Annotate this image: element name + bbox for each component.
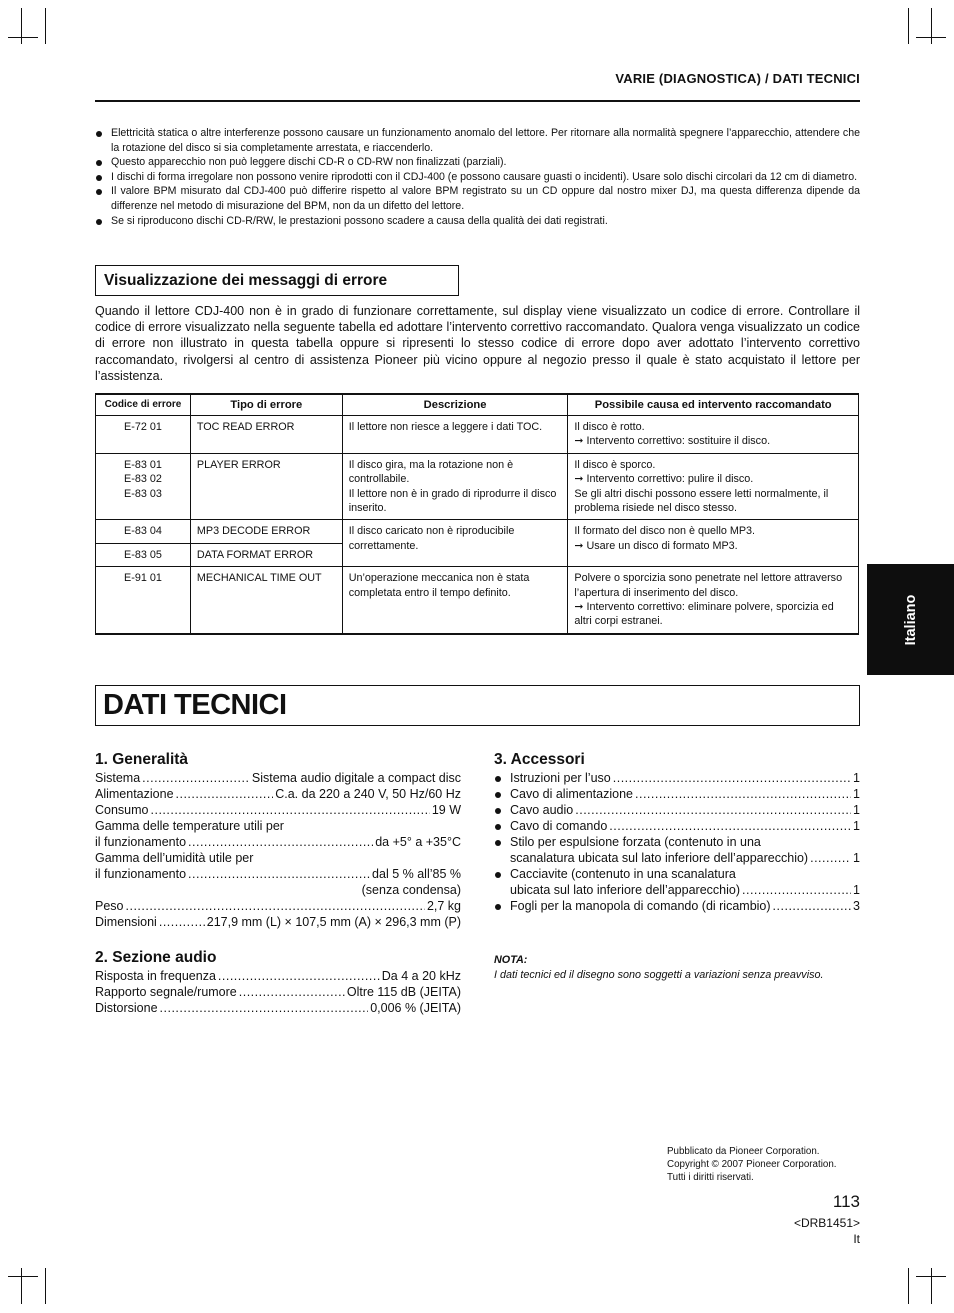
arrow-icon: ➞: [574, 601, 584, 614]
section-header-title: VARIE (DIAGNOSTICA) / DATI TECNICI: [615, 71, 860, 86]
error-code: E-83 01 E-83 02 E-83 03: [96, 453, 191, 520]
cause-text: Se gli altri dischi possono essere letti normalmente, il problema risiede nel disco stesso.: [574, 487, 829, 515]
spec-value: 0,006 % (JEITA): [370, 1001, 461, 1015]
accessory-item: [494, 770, 860, 786]
error-cause: [568, 567, 859, 634]
accessory-item: [494, 866, 860, 898]
leader-dots: [742, 882, 851, 898]
error-code: E-91 01: [96, 567, 191, 634]
error-type: TOC READ ERROR: [190, 416, 342, 454]
spec-value: Sistema audio digitale a compact disc: [251, 771, 461, 785]
copyright-line: Copyright © 2007 Pioneer Corporation.: [667, 1159, 837, 1171]
rights-line: Tutti i diritti riservati.: [667, 1172, 754, 1184]
spec-label: Distorsione: [95, 1001, 158, 1015]
specs-title: DATI TECNICI: [103, 689, 287, 721]
cause-text: Polvere o sporcizia sono penetrate nel lettore attraverso l’apertura di inserimento del disco.: [574, 572, 843, 599]
note-item: Il valore BPM misurato dal CDJ-400 può differire rispetto al valore BPM registrato su un CD oppure dal nostro mixer DJ, ma questa differenza dipende da differenze nel metodo di misurazione del BPM, non da un difetto del lettore.: [95, 184, 860, 213]
leader-dots: [218, 968, 380, 984]
action-text: Intervento correttivo: eliminare polvere, sporcizia ed altri corpi estranei.: [574, 601, 834, 628]
error-type: MECHANICAL TIME OUT: [190, 567, 342, 634]
action-text: Intervento correttivo: sostituire il disco.: [586, 435, 771, 448]
spec-value: 2,7 kg: [426, 899, 461, 913]
audio-heading: 2. Sezione audio: [95, 949, 217, 966]
error-code: E-83 05: [96, 543, 191, 566]
error-section-intro: Quando il lettore CDJ-400 non è in grado di funzionare correttamente, sul display viene visualizzato un codice di errore. Controllare il codice di errore visualizzato nella seguente tabella ed adottare l’intervento correttivo raccomandato. Qualora venga visualizzato un codice di errore non illustrato in questa tabella oppure si ripresenti lo stesso codice di errore dopo aver adottato l’intervento correttivo raccomandato, rivolgersi al centro di assistenza Pioneer più vicino oppure al negozio presso il quale è stato acquistato il lettore per l’assistenza.: [95, 304, 860, 383]
column-header-description: Descrizione: [342, 394, 568, 416]
document-code: [700, 1216, 860, 1247]
note-label: NOTA:: [494, 954, 528, 966]
accessory-name: Cavo di comando: [510, 819, 608, 833]
leader-dots: [176, 786, 274, 802]
leader-dots: [613, 770, 851, 786]
accessory-qty: 1: [853, 851, 860, 865]
crop-mark: [21, 8, 22, 44]
leader-dots: [151, 802, 430, 818]
spec-label: Dimensioni: [95, 915, 157, 929]
crop-mark: [908, 8, 909, 44]
column-header-type: Tipo di errore: [190, 394, 342, 416]
spec-row: [95, 770, 461, 786]
crop-mark: [931, 1268, 932, 1304]
notes-list: [95, 126, 860, 228]
spec-value: Oltre 115 dB (JEITA): [346, 985, 461, 999]
error-description: Il disco gira, ma la rotazione non è controllabile. Il lettore non è in grado di riprodurre il disco inserito.: [342, 453, 568, 520]
publisher-line: Pubblicato da Pioneer Corporation.: [667, 1146, 820, 1157]
arrow-icon: ➞: [574, 435, 584, 448]
spec-value: da +5° a +35°C: [375, 835, 461, 849]
accessory-item: [494, 818, 860, 834]
action-text: Usare un disco di formato MP3.: [586, 539, 738, 552]
leader-dots: [188, 834, 373, 850]
cause-text: Il formato del disco non è quello MP3.: [574, 525, 756, 538]
spec-row: [95, 802, 461, 818]
spec-label: Alimentazione: [95, 787, 174, 801]
accessory-name: Fogli per la manopola di comando (di ricambio): [510, 899, 771, 913]
spec-label: Peso: [95, 899, 124, 913]
spec-note: (senza condensa): [361, 883, 461, 897]
spec-row: [95, 1000, 461, 1016]
spec-label: Sistema: [95, 771, 141, 785]
leader-dots: [159, 914, 205, 930]
spec-value: C.a. da 220 a 240 V, 50 Hz/60 Hz: [275, 787, 461, 801]
spec-row: [95, 786, 461, 802]
table-row: [96, 416, 859, 454]
header-rule: [95, 100, 860, 102]
error-section-heading: Visualizzazione dei messaggi di errore: [95, 265, 459, 296]
table-row: [96, 453, 859, 520]
error-code: E-83 04: [96, 520, 191, 543]
table-header-row: [96, 394, 859, 416]
accessory-qty: 1: [853, 787, 860, 801]
error-code-table: [95, 393, 859, 635]
crop-mark: [931, 8, 932, 44]
note-item: Elettricità statica o altre interferenze possono causare un funzionamento anomalo del lettore. Per ritornare alla normalità spegnere l’apparecchio, attendere che la rotazione del disco si sia completamente arrestata, e riaccenderlo.: [95, 126, 860, 155]
language-code: It: [853, 1231, 860, 1246]
leader-dots: [609, 818, 851, 834]
page-number: 113: [832, 1192, 860, 1211]
general-specs: [95, 770, 461, 930]
crop-mark: [8, 37, 38, 38]
error-cause: [568, 520, 859, 567]
error-type: MP3 DECODE ERROR: [190, 520, 342, 543]
error-description: Un’operazione meccanica non è stata completata entro il tempo definito.: [342, 567, 568, 634]
audio-section: [95, 949, 461, 1016]
error-description: Il lettore non riesce a leggere i dati TOC.: [342, 416, 568, 454]
accessory-name: scanalatura ubicata sul lato inferiore dell’apparecchio): [510, 851, 809, 865]
accessory-qty: 1: [853, 803, 860, 817]
accessory-name: Cacciavite (contenuto in una scanalatura: [510, 867, 736, 881]
column-header-code: Codice di errore: [96, 394, 191, 416]
accessory-qty: 1: [853, 771, 860, 785]
arrow-icon: ➞: [574, 539, 584, 552]
note-text: I dati tecnici ed il disegno sono soggetti a variazioni senza preavviso.: [494, 969, 824, 981]
accessory-name: Cavo audio: [510, 803, 574, 817]
accessory-name: Cavo di alimentazione: [510, 787, 633, 801]
table-row: [96, 520, 859, 543]
leader-dots: [773, 898, 852, 914]
language-tab: [867, 564, 954, 675]
error-type: PLAYER ERROR: [190, 453, 342, 520]
corrective-action: [574, 539, 852, 553]
spec-row: [95, 898, 461, 914]
leader-dots: [575, 802, 851, 818]
accessory-name: ubicata sul lato inferiore dell’apparecchio): [510, 883, 740, 897]
spec-value: Da 4 a 20 kHz: [381, 969, 461, 983]
crop-mark: [45, 8, 46, 44]
spec-label: Gamma delle temperature utili per: [95, 819, 284, 833]
corrective-action: [574, 472, 852, 486]
cause-text: Il disco è rotto.: [574, 421, 645, 433]
accessory-qty: 3: [853, 899, 860, 913]
spec-row: [95, 984, 461, 1000]
spec-value: 217,9 mm (L) × 107,5 mm (A) × 296,3 mm (P): [206, 915, 461, 929]
leader-dots: [239, 984, 345, 1000]
spec-row: [95, 866, 461, 882]
error-cause: [568, 453, 859, 520]
note-item: I dischi di forma irregolare non possono venire riprodotti con il CDJ-400 (e possono causare guasti o incidenti). Usare solo dischi circolari da 12 cm di diametro.: [95, 170, 860, 185]
error-type: DATA FORMAT ERROR: [190, 543, 342, 566]
accessory-item: [494, 786, 860, 802]
accessory-name: Istruzioni per l’uso: [510, 771, 611, 785]
leader-dots: [160, 1000, 369, 1016]
table-row: [96, 567, 859, 634]
leader-dots: [810, 850, 851, 866]
arrow-icon: ➞: [574, 473, 584, 486]
accessories-section: [494, 751, 860, 914]
error-code: E-72 01: [96, 416, 191, 454]
accessory-item: [494, 898, 860, 914]
column-header-cause: Possibile causa ed intervento raccomandato: [568, 394, 859, 416]
spec-label: il funzionamento: [95, 835, 187, 849]
accessory-qty: 1: [853, 883, 860, 897]
spec-row: [95, 914, 461, 930]
spec-row: [95, 834, 461, 850]
error-description: Il disco caricato non è riproducibile correttamente.: [342, 520, 568, 567]
leader-dots: [126, 898, 425, 914]
leader-dots: [635, 786, 851, 802]
crop-mark: [45, 1268, 46, 1304]
crop-mark: [21, 1268, 22, 1304]
spec-label: Rapporto segnale/rumore: [95, 985, 237, 999]
crop-mark: [8, 1276, 38, 1277]
crop-mark: [908, 1268, 909, 1304]
action-text: Intervento correttivo: pulire il disco.: [586, 473, 754, 486]
corrective-action: [574, 600, 852, 629]
spec-value: 19 W: [431, 803, 461, 817]
spec-label: Gamma dell’umidità utile per: [95, 851, 254, 865]
spec-label: Consumo: [95, 803, 149, 817]
accessory-item: [494, 802, 860, 818]
document-id: <DRB1451>: [793, 1216, 860, 1230]
spec-label: il funzionamento: [95, 867, 187, 881]
publisher-info: [667, 1145, 837, 1185]
accessories-heading: 3. Accessori: [494, 751, 585, 768]
accessories-list: [494, 770, 860, 914]
general-section: [95, 751, 461, 930]
note-item: Se si riproducono dischi CD-R/RW, le prestazioni possono scadere a causa della qualità dei dati registrati.: [95, 214, 860, 229]
spec-row: [95, 968, 461, 984]
leader-dots: [188, 866, 370, 882]
spec-value: dal 5 % all’85 %: [372, 867, 461, 881]
accessory-item: [494, 834, 860, 866]
accessory-name: Stilo per espulsione forzata (contenuto in una: [510, 835, 761, 849]
audio-specs: [95, 968, 461, 1016]
corrective-action: [574, 434, 852, 448]
language-tab-label: Italiano: [902, 594, 919, 645]
error-cause: [568, 416, 859, 454]
leader-dots: [142, 770, 250, 786]
note-item: Questo apparecchio non può leggere dischi CD-R o CD-RW non finalizzati (parziali).: [95, 155, 860, 170]
cause-text: Il disco è sporco.: [574, 458, 656, 471]
general-heading: 1. Generalità: [95, 751, 189, 768]
spec-label: Risposta in frequenza: [95, 969, 216, 983]
accessory-qty: 1: [853, 819, 860, 833]
